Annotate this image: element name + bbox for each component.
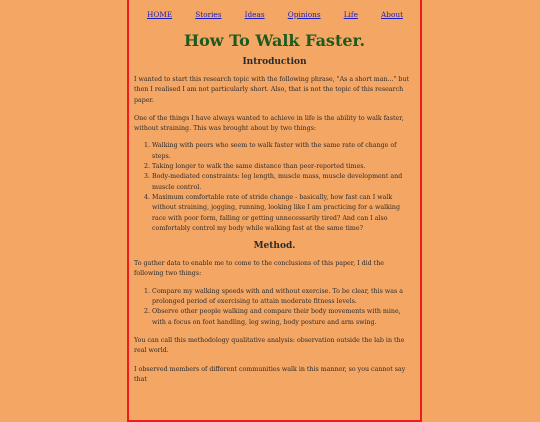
method-paragraph: I observed members of different communities walk in this manner, so you cannot say that [134,365,406,383]
list-item: 2. Taking longer to walk the same distance than peer-reported times. [152,162,415,172]
nav-link-home[interactable]: HOME [147,10,173,19]
section-heading-introduction: Introduction [242,57,307,67]
top-nav [134,0,415,19]
article-title: How To Walk Faster. [183,31,366,50]
method-paragraph: To gather data to enable me to come to the conclusions of this paper, I did the following two things: [134,260,384,278]
list-item: 3. Body-mediated constraints: leg length, muscle mass, muscle development and muscle control. [152,172,415,193]
intro-paragraph: I wanted to start this research topic with the following phrase, "As a short man..." but then I realised I am not particularly short. Also, that is not the topic of this research paper. [134,76,410,104]
nav-link-opinions[interactable]: Opinions [287,10,321,19]
page-container [127,0,422,422]
nav-link-about[interactable]: About [381,10,403,19]
nav-link-stories[interactable]: Stories [195,10,222,19]
nav-link-life[interactable]: Life [343,10,358,19]
nav-link-ideas[interactable]: Ideas [244,10,265,19]
list-item: 1. Walking with peers who seem to walk faster with the same rate of change of steps. [152,141,415,162]
list-item: 2. Observe other people walking and compare their body movements with mine, with a focus on foot handling, leg swing, body posture and arm swing. [152,307,415,328]
method-paragraph: You can call this methodology qualitative analysis: observation outside the lab in the real world. [134,336,405,355]
section-heading-method: Method. [253,241,296,252]
intro-list [134,141,415,234]
intro-paragraph: One of the things I have always wanted to achieve in life is the ability to walk faster, without straining. This was brought about by two things: [134,114,404,133]
method-list [134,287,415,328]
list-item: 4. Maximum comfortable rate of stride change - basically, how fast can I walk without straining, jogging, running, looking like I am practicing for a walking race with poor form, falling or getting unnecessarily tired? And can I also comfortably control my body while walking fast at the same time? [152,193,415,234]
list-item: 1. Compare my walking speeds with and without exercise. To be clear, this was a prolonged period of exercising to attain moderate fitness levels. [152,287,415,308]
